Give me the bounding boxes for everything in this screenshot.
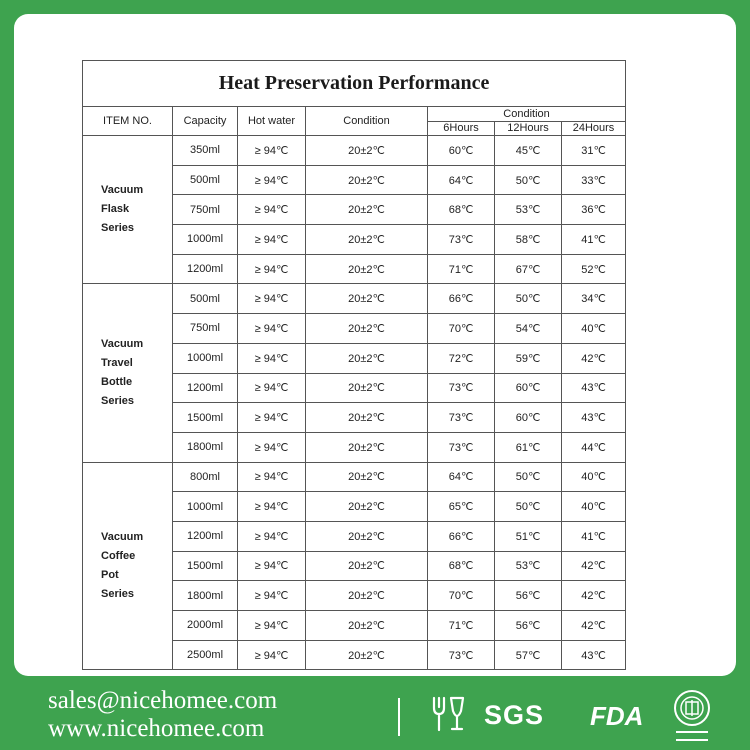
capacity-cell: 1500ml [173,551,238,581]
series-name-cell [83,136,173,284]
hours12-cell: 60℃ [495,373,562,403]
header-capacity: Capacity [173,107,238,136]
table-body [83,136,626,670]
condition-cell: 20±2℃ [306,581,428,611]
series-name-line: Vacuum [101,338,144,350]
hours24-cell: 52℃ [562,254,626,284]
header-hot-water: Hot water [238,107,306,136]
hours12-cell: 57℃ [495,640,562,670]
hours6-cell: 66℃ [428,521,495,551]
condition-cell: 20±2℃ [306,640,428,670]
hours12-cell: 60℃ [495,403,562,433]
fda-logo: FDA [590,701,644,731]
hours24-cell: 42℃ [562,343,626,373]
condition-cell: 20±2℃ [306,551,428,581]
hours24-cell: 44℃ [562,432,626,462]
hot-water-cell: ≥ 94℃ [238,254,306,284]
hours6-cell: 73℃ [428,432,495,462]
hours24-cell: 40℃ [562,462,626,492]
capacity-cell: 750ml [173,195,238,225]
condition-cell: 20±2℃ [306,611,428,641]
capacity-cell: 1800ml [173,581,238,611]
capacity-cell: 1500ml [173,403,238,433]
series-name-line: Series [101,395,135,407]
capacity-cell: 1200ml [173,254,238,284]
hot-water-cell: ≥ 94℃ [238,165,306,195]
hours6-cell: 70℃ [428,581,495,611]
hours6-cell: 68℃ [428,195,495,225]
sgs-logo: SGS [484,700,545,730]
series-name-line: Vacuum [101,530,144,543]
condition-cell: 20±2℃ [306,521,428,551]
series-name-line: Pot [101,568,119,581]
hot-water-cell: ≥ 94℃ [238,373,306,403]
header-24hours: 24Hours [562,121,626,136]
hours24-cell: 43℃ [562,403,626,433]
hours24-cell: 41℃ [562,225,626,255]
fork-glass-icon [428,694,468,734]
hot-water-cell: ≥ 94℃ [238,551,306,581]
series-name-line: Bottle [101,376,133,388]
hours12-cell: 56℃ [495,581,562,611]
capacity-cell: 350ml [173,136,238,166]
hours12-cell: 59℃ [495,343,562,373]
document-panel [14,14,736,676]
header-condition-group: Condition [428,107,626,122]
condition-cell: 20±2℃ [306,343,428,373]
hours24-cell: 33℃ [562,165,626,195]
contact-block [48,687,277,743]
hours24-cell: 36℃ [562,195,626,225]
condition-cell: 20±2℃ [306,165,428,195]
hours12-cell: 58℃ [495,225,562,255]
hours24-cell: 34℃ [562,284,626,314]
hours6-cell: 64℃ [428,462,495,492]
condition-cell: 20±2℃ [306,284,428,314]
capacity-cell: 1200ml [173,521,238,551]
hours12-cell: 53℃ [495,195,562,225]
capacity-cell: 800ml [173,462,238,492]
condition-cell: 20±2℃ [306,492,428,522]
hot-water-cell: ≥ 94℃ [238,581,306,611]
condition-cell: 20±2℃ [306,136,428,166]
series-name-cell [83,462,173,670]
capacity-cell: 750ml [173,314,238,344]
hours12-cell: 50℃ [495,165,562,195]
hours12-cell: 67℃ [495,254,562,284]
hot-water-cell: ≥ 94℃ [238,462,306,492]
table-row [83,136,626,166]
hours24-cell: 42℃ [562,611,626,641]
hours6-cell: 73℃ [428,225,495,255]
hours24-cell: 43℃ [562,640,626,670]
hot-water-cell: ≥ 94℃ [238,343,306,373]
capacity-cell: 1200ml [173,373,238,403]
hot-water-cell: ≥ 94℃ [238,136,306,166]
hot-water-cell: ≥ 94℃ [238,640,306,670]
email-text: sales@nicehomee.com [48,687,278,714]
hours6-cell: 66℃ [428,284,495,314]
hours6-cell: 60℃ [428,136,495,166]
hours6-cell: 73℃ [428,640,495,670]
heat-preservation-table [82,60,626,670]
capacity-cell: 2500ml [173,640,238,670]
hours6-cell: 68℃ [428,551,495,581]
capacity-cell: 2000ml [173,611,238,641]
condition-cell: 20±2℃ [306,314,428,344]
series-name-line: Travel [101,357,133,369]
capacity-cell: 1000ml [173,225,238,255]
website-text: www.nicehomee.com [48,715,265,742]
table-title: Heat Preservation Performance [83,61,626,107]
footer-divider [398,698,400,736]
header-condition: Condition [306,107,428,136]
condition-cell: 20±2℃ [306,195,428,225]
hours24-cell: 40℃ [562,314,626,344]
hours12-cell: 51℃ [495,521,562,551]
condition-cell: 20±2℃ [306,462,428,492]
hot-water-cell: ≥ 94℃ [238,225,306,255]
hot-water-cell: ≥ 94℃ [238,432,306,462]
hours12-cell: 61℃ [495,432,562,462]
hours12-cell: 54℃ [495,314,562,344]
header-item-no: ITEM NO. [83,107,173,136]
capacity-cell: 1000ml [173,492,238,522]
condition-cell: 20±2℃ [306,225,428,255]
hours6-cell: 73℃ [428,403,495,433]
hours24-cell: 31℃ [562,136,626,166]
hours12-cell: 50℃ [495,492,562,522]
series-name-cell [83,284,173,462]
hot-water-cell: ≥ 94℃ [238,492,306,522]
capacity-cell: 1000ml [173,343,238,373]
header-12hours: 12Hours [495,121,562,136]
hours24-cell: 42℃ [562,551,626,581]
hours6-cell: 70℃ [428,314,495,344]
series-name-line: Coffee [101,549,136,562]
series-name-line: Series [101,587,135,600]
hours6-cell: 71℃ [428,611,495,641]
hours12-cell: 56℃ [495,611,562,641]
hours12-cell: 50℃ [495,284,562,314]
condition-cell: 20±2℃ [306,254,428,284]
condition-cell: 20±2℃ [306,432,428,462]
hours6-cell: 64℃ [428,165,495,195]
hot-water-cell: ≥ 94℃ [238,403,306,433]
table-row [83,284,626,314]
hot-water-cell: ≥ 94℃ [238,611,306,641]
hours24-cell: 40℃ [562,492,626,522]
footer [0,676,750,750]
condition-cell: 20±2℃ [306,373,428,403]
hours6-cell: 72℃ [428,343,495,373]
hours24-cell: 41℃ [562,521,626,551]
hours6-cell: 65℃ [428,492,495,522]
table-row [83,462,626,492]
capacity-cell: 1800ml [173,432,238,462]
hours6-cell: 73℃ [428,373,495,403]
hours24-cell: 42℃ [562,581,626,611]
hot-water-cell: ≥ 94℃ [238,521,306,551]
hours12-cell: 50℃ [495,462,562,492]
condition-cell: 20±2℃ [306,403,428,433]
series-name-line: Flask [101,203,130,216]
series-name-line: Vacuum [101,184,144,197]
hot-water-cell: ≥ 94℃ [238,195,306,225]
capacity-cell: 500ml [173,284,238,314]
hours24-cell: 43℃ [562,373,626,403]
capacity-cell: 500ml [173,165,238,195]
hot-water-cell: ≥ 94℃ [238,284,306,314]
bureau-veritas-logo [670,688,714,746]
hours12-cell: 45℃ [495,136,562,166]
series-name-line: Series [101,222,135,235]
hours6-cell: 71℃ [428,254,495,284]
hours12-cell: 53℃ [495,551,562,581]
hot-water-cell: ≥ 94℃ [238,314,306,344]
header-6hours: 6Hours [428,121,495,136]
